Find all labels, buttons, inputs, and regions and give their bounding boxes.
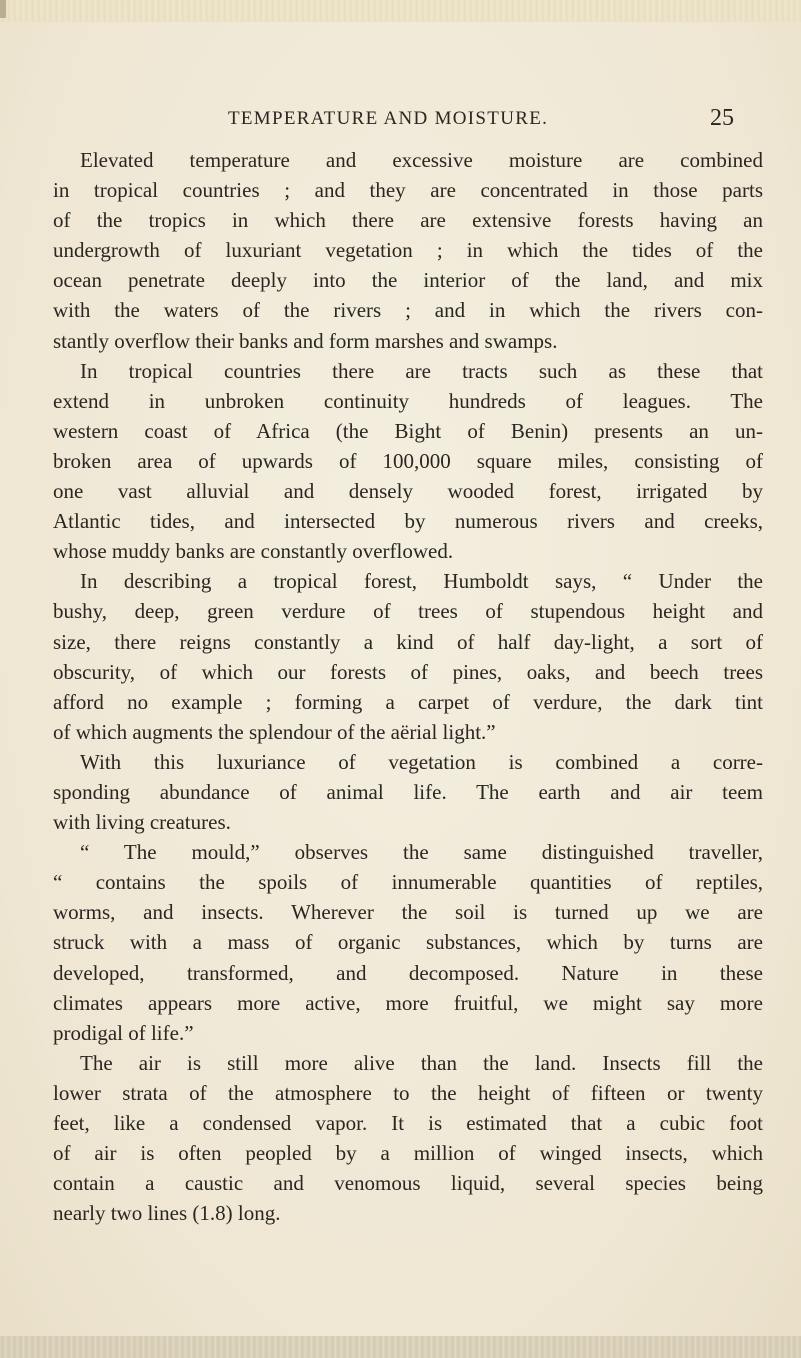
page-bottom-edge — [0, 1336, 801, 1358]
text-line: feet, like a condensed vapor. It is estimated that a cubic foot — [53, 1111, 763, 1135]
text-line: western coast of Africa (the Bight of Benin) presents an un- — [53, 418, 763, 443]
binding-mark — [0, 0, 6, 18]
text-line: prodigal of life.” — [53, 1020, 194, 1045]
text-line: contain a caustic and venomous liquid, several species being — [53, 1171, 763, 1196]
text-line: sponding abundance of animal life. The earth and air teem — [53, 779, 763, 804]
text-line: With this luxuriance of vegetation is combined a corre- — [80, 749, 763, 774]
text-line: stantly overflow their banks and form marshes and swamps. — [53, 328, 558, 353]
text-line: lower strata of the atmosphere to the height of fifteen or twenty — [53, 1080, 763, 1105]
text-line: Atlantic tides, and intersected by numerous rivers and creeks, — [53, 509, 763, 534]
text-line: broken area of upwards of 100,000 square miles, consisting of — [53, 448, 763, 473]
text-line: one vast alluvial and densely wooded forest, irrigated by — [53, 479, 763, 504]
text-line: nearly two lines (1.8) long. — [53, 1201, 281, 1226]
text-line: of the tropics in which there are extensive forests having an — [53, 208, 763, 233]
running-head-title: TEMPERATURE AND MOISTURE. — [228, 108, 549, 129]
running-head — [0, 105, 801, 138]
text-line: worms, and insects. Wherever the soil is turned up we are — [53, 900, 763, 925]
text-line: of air is often peopled by a million of winged insects, which — [53, 1141, 763, 1166]
text-line: with the waters of the rivers ; and in which the rivers con- — [53, 298, 763, 323]
text-line: “ The mould,” observes the same distinguished traveller, — [80, 840, 763, 865]
text-line: extend in unbroken continuity hundreds of leagues. The — [53, 388, 763, 413]
text-line: struck with a mass of organic substances, which by turns are — [53, 930, 763, 955]
text-line: In describing a tropical forest, Humboldt says, “ Under the — [80, 569, 763, 594]
text-line: ocean penetrate deeply into the interior of the land, and mix — [53, 268, 763, 293]
text-line: obscurity, of which our forests of pines, oaks, and beech trees — [53, 659, 763, 684]
text-line: of which augments the splendour of the aërial light.” — [53, 719, 496, 744]
text-line: undergrowth of luxuriant vegetation ; in which the tides of the — [53, 238, 763, 263]
text-line: developed, transformed, and decomposed. Nature in these — [53, 960, 763, 985]
text-line: “ contains the spoils of innumerable quantities of reptiles, — [53, 870, 763, 895]
page-number: 25 — [710, 105, 734, 131]
text-line: afford no example ; forming a carpet of verdure, the dark tint — [53, 689, 763, 714]
text-line: Elevated temperature and excessive moisture are combined — [80, 148, 763, 172]
text-line: climates appears more active, more fruitful, we might say more — [53, 990, 763, 1015]
body-text — [53, 145, 763, 1228]
text-line: with living creatures. — [53, 810, 231, 835]
text-line: whose muddy banks are constantly overflowed. — [53, 539, 454, 564]
text-line: The air is still more alive than the land. Insects fill the — [80, 1050, 763, 1075]
text-line: In tropical countries there are tracts such as these that — [80, 358, 763, 383]
text-line: in tropical countries ; and they are concentrated in those parts — [53, 178, 763, 203]
text-line: bushy, deep, green verdure of trees of stupendous height and — [53, 599, 763, 624]
page-top-edge — [0, 0, 801, 22]
text-line: size, there reigns constantly a kind of half day-light, a sort of — [53, 629, 763, 654]
